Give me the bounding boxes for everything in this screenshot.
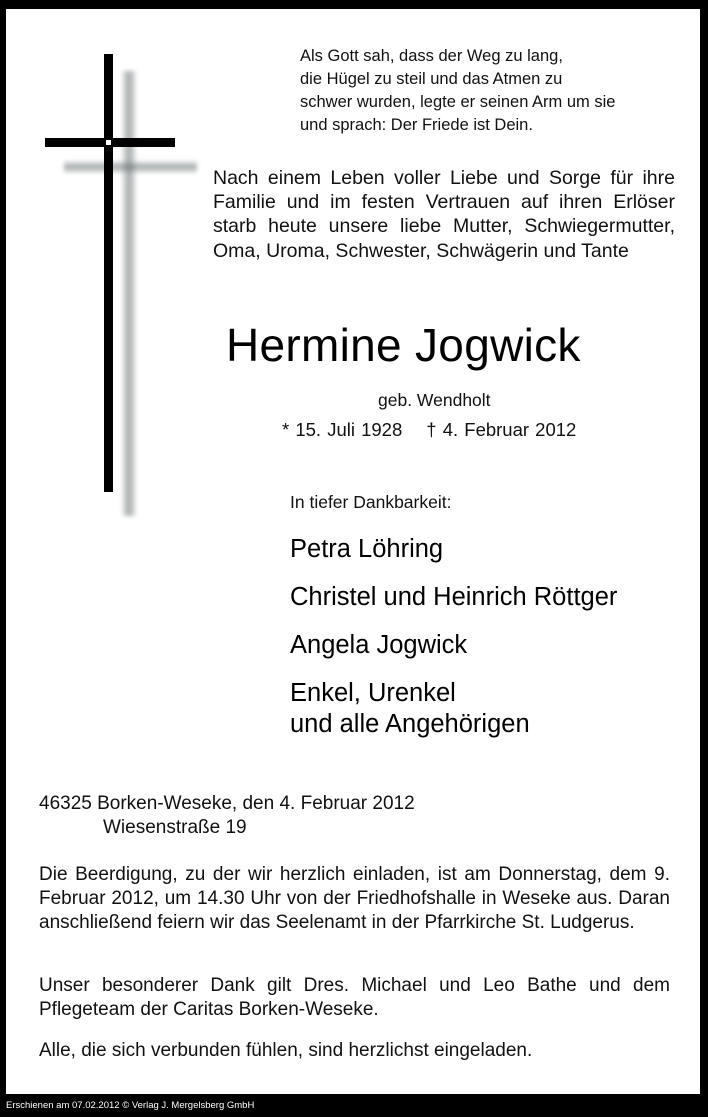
mourner-name: Petra Löhring [290,535,444,563]
address-line: 46325 Borken-Weseke, den 4. Februar 2012 [39,793,415,814]
intro-text: Nach einem Leben voller Liebe und Sorge für ihre Familie und im festen Vertrauen auf ihren Erlöser starb heute unsere liebe Mutter, Schwiegermutter, Oma, Uroma, Schwester, Schwägerin und Tante [213,167,675,262]
mourner-name: Christel und Heinrich Röttger [290,583,618,611]
mourner-name: Enkel, Urenkel und alle Angehörigen [290,679,530,738]
publication-footer: Erschienen am 07.02.2012 © Verlag J. Mergelsberg GmbH [6,1100,255,1111]
street-line: Wiesenstraße 19 [103,817,247,838]
obituary-notice [6,9,700,1094]
poem: Als Gott sah, dass der Weg zu lang, die Hügel zu steil und das Atmen zu schwer wurden, legte er seinen Arm um sie und sprach: Der Friede ist Dein. [300,47,616,134]
funeral-details: Die Beerdigung, zu der wir herzlich einladen, ist am Donnerstag, dem 9. Februar 2012, um 14.30 Uhr von der Friedhofshalle in Weseke aus. Daran anschließend feiern wir das Seelenamt in der Pfarrkirche St. Ludgerus. [39,864,670,933]
mourner-name: Angela Jogwick [290,631,468,659]
invitation: Alle, die sich verbunden fühlen, sind herzlichst eingeladen. [39,1040,533,1061]
cross-shadow-bar [64,161,197,173]
life-dates [282,418,576,442]
deceased-name: Hermine Jogwick [226,319,581,371]
acknowledgement: Unser besonderer Dank gilt Dres. Michael und Leo Bathe und dem Pflegeteam der Caritas Borken-Weseke. [39,975,670,1020]
birth-date: * 15. Juli 1928 [282,419,403,440]
birth-name: geb. Wendholt [378,390,491,410]
death-date: † 4. Februar 2012 [426,419,577,440]
thanks-line: In tiefer Dankbarkeit: [290,492,452,512]
